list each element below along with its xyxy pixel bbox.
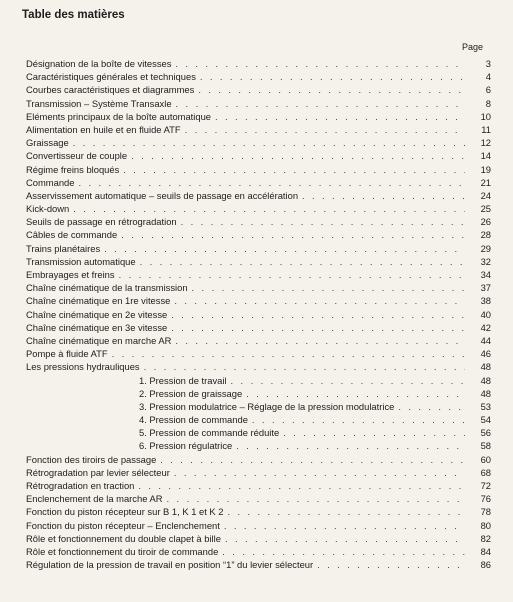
page-title: Table des matières <box>22 9 125 21</box>
toc-entry <box>26 387 491 400</box>
dot-leader <box>171 308 465 321</box>
dot-leader <box>131 149 465 162</box>
toc-entry-label: Kick-down <box>26 203 70 215</box>
dot-leader <box>144 360 465 373</box>
toc-entry-label: 4. Pression de commande <box>139 414 248 426</box>
toc-entry <box>26 255 491 268</box>
toc-entry-label: 6. Pression régulatrice <box>139 440 233 452</box>
toc-entry-page-number: 29 <box>480 242 491 254</box>
toc-entry-label: Chaîne cinématique en 3e vitesse <box>26 321 168 333</box>
toc-entry-label: Commande <box>26 176 75 188</box>
toc-entry-label: Chaîne cinématique de la transmission <box>26 282 188 294</box>
toc-entry-page-number: 46 <box>480 348 491 360</box>
dot-leader <box>192 281 465 294</box>
toc-entry <box>26 321 491 334</box>
toc-entry-page-number: 53 <box>480 400 491 412</box>
toc-entry-page-number: 4 <box>485 71 491 83</box>
dot-leader <box>175 334 465 347</box>
toc-entry-page-number: 34 <box>480 269 491 280</box>
toc-entry-label: Chaîne cinématique en 1re vitesse <box>26 295 171 307</box>
toc-entry-label: Désignation de la boîte de vitesses <box>26 58 172 69</box>
toc-entry <box>26 97 491 110</box>
toc-entry-label: Régulation de la pression de travail en position “1” du levier sélecteur <box>26 559 314 571</box>
toc-entry-page-number: 32 <box>480 255 491 267</box>
toc-entry-label: Enclenchement de la marche AR <box>26 493 163 505</box>
dot-leader <box>222 545 465 558</box>
toc-entry-label: Eléments principaux de la boîte automatique <box>26 110 212 122</box>
toc-entry-page-number: 80 <box>480 519 491 531</box>
toc-entry-label: Alimentation en huile et en fluide ATF <box>26 123 181 135</box>
toc-entry <box>26 400 491 413</box>
toc-entry-label: 1. Pression de travail <box>139 374 227 386</box>
dot-leader <box>224 519 465 532</box>
toc-entry-page-number: 3 <box>485 58 491 69</box>
dot-leader <box>73 136 465 149</box>
toc-entry <box>26 70 491 83</box>
dot-leader <box>200 70 465 83</box>
dot-leader <box>174 466 465 479</box>
toc-entry <box>26 426 491 439</box>
toc-entry-page-number: 86 <box>480 559 491 571</box>
dot-leader <box>398 400 465 413</box>
dot-leader <box>181 215 465 228</box>
toc-entry <box>26 439 491 452</box>
toc-entry-label: Rôle et fonctionnement du tiroir de commande <box>26 545 219 557</box>
dot-leader <box>185 123 465 136</box>
dot-leader <box>176 97 465 110</box>
dot-leader <box>317 558 465 571</box>
toc-entry <box>26 215 491 228</box>
toc-entry-page-number: 48 <box>480 387 491 399</box>
toc-entry <box>26 228 491 241</box>
toc-entry-page-number: 24 <box>480 189 491 201</box>
toc-entry-page-number: 14 <box>480 150 491 162</box>
dot-leader <box>252 413 465 426</box>
dot-leader <box>119 268 465 281</box>
toc-entry-page-number: 82 <box>480 532 491 544</box>
toc-entry <box>26 558 491 571</box>
toc-entry-page-number: 72 <box>480 480 491 491</box>
toc-entry-label: Fonction du piston récepteur sur B 1, K 1 et K 2 <box>26 506 224 518</box>
dot-leader <box>138 479 465 492</box>
toc-entry-page-number: 25 <box>480 203 491 215</box>
toc-entry <box>26 308 491 321</box>
toc-entry <box>26 545 491 558</box>
toc-entry-page-number: 21 <box>480 176 491 188</box>
toc-entry <box>26 281 491 294</box>
dot-leader <box>167 492 465 505</box>
toc-entry <box>26 294 491 307</box>
dot-leader <box>228 505 465 518</box>
dot-leader <box>225 532 465 545</box>
toc-entry-page-number: 8 <box>485 97 491 109</box>
dot-leader <box>123 163 465 176</box>
toc-entry-label: Fonction des tiroirs de passage <box>26 453 157 465</box>
toc-entry-label: Chaîne cinématique en 2e vitesse <box>26 308 168 320</box>
toc-entry-label: 3. Pression modulatrice – Réglage de la pression modulatrice <box>139 400 395 412</box>
toc-entry-page-number: 28 <box>480 229 491 241</box>
toc-entry-page-number: 58 <box>480 440 491 452</box>
toc-entry <box>26 532 491 545</box>
toc-entry <box>26 505 491 518</box>
toc-entry-label: Chaîne cinématique en marche AR <box>26 334 172 346</box>
toc-entry-page-number: 10 <box>480 110 491 122</box>
toc-entry-label: Les pressions hydrauliques <box>26 361 140 373</box>
dot-leader <box>112 347 465 360</box>
toc-entry <box>26 360 491 373</box>
toc-entry-page-number: 26 <box>480 216 491 228</box>
toc-entry-page-number: 56 <box>480 427 491 439</box>
toc-entry-page-number: 68 <box>480 466 491 478</box>
toc-entry-label: Seuils de passage en rétrogradation <box>26 216 177 228</box>
toc-entry <box>26 123 491 136</box>
toc-entry-page-number: 54 <box>480 414 491 426</box>
dot-leader <box>302 189 465 202</box>
toc-entry-label: Pompe à fluide ATF <box>26 348 108 360</box>
toc-entry <box>26 57 491 70</box>
dot-leader <box>231 374 465 387</box>
dot-leader <box>283 426 465 439</box>
toc-entry-label: Transmission – Système Transaxle <box>26 97 172 109</box>
toc-entry-label: Rôle et fonctionnement du double clapet à bille <box>26 532 221 544</box>
toc-entry-page-number: 78 <box>480 506 491 518</box>
toc-entry <box>26 136 491 149</box>
dot-leader <box>175 57 465 70</box>
toc-entry <box>26 347 491 360</box>
toc-entry <box>26 334 491 347</box>
dot-leader <box>171 321 465 334</box>
table-of-contents <box>26 57 491 571</box>
toc-entry-label: Câbles de commande <box>26 229 118 241</box>
toc-entry-page-number: 84 <box>480 545 491 557</box>
toc-entry <box>26 453 491 466</box>
dot-leader <box>140 255 465 268</box>
dot-leader <box>174 294 465 307</box>
toc-entry <box>26 189 491 202</box>
toc-entry <box>26 492 491 505</box>
page-column-header: Page <box>461 42 483 52</box>
toc-entry-page-number: 38 <box>480 295 491 307</box>
toc-entry <box>26 413 491 426</box>
toc-entry-page-number: 48 <box>480 361 491 373</box>
dot-leader <box>78 176 465 189</box>
toc-entry <box>26 268 491 281</box>
dot-leader <box>198 83 465 96</box>
toc-entry-page-number: 19 <box>480 163 491 175</box>
toc-entry <box>26 466 491 479</box>
toc-entry-label: Transmission automatique <box>26 255 136 267</box>
toc-entry-label: Caractéristiques générales et techniques <box>26 71 196 83</box>
toc-entry-label: 2. Pression de graissage <box>139 387 243 399</box>
toc-entry <box>26 163 491 176</box>
toc-entry-page-number: 6 <box>485 84 491 96</box>
toc-entry-label: Graissage <box>26 137 69 149</box>
toc-entry <box>26 519 491 532</box>
toc-entry <box>26 242 491 255</box>
toc-entry-label: Régime freins bloqués <box>26 163 120 175</box>
toc-entry-page-number: 42 <box>480 321 491 333</box>
toc-entry-label: 5. Pression de commande réduite <box>139 427 280 439</box>
dot-leader <box>215 110 465 123</box>
dot-leader <box>236 439 465 452</box>
dot-leader <box>104 242 465 255</box>
dot-leader <box>246 387 465 400</box>
toc-entry-page-number: 40 <box>480 308 491 320</box>
toc-entry-label: Convertisseur de couple <box>26 150 128 162</box>
toc-entry-label: Fonction du piston récepteur – Enclenchement <box>26 519 220 531</box>
toc-entry-page-number: 44 <box>480 334 491 346</box>
toc-entry-label: Embrayages et freins <box>26 269 115 280</box>
dot-leader <box>121 228 465 241</box>
toc-entry <box>26 176 491 189</box>
toc-entry <box>26 479 491 492</box>
toc-entry-page-number: 76 <box>480 493 491 505</box>
dot-leader <box>160 453 465 466</box>
toc-entry <box>26 149 491 162</box>
toc-entry <box>26 110 491 123</box>
toc-entry-page-number: 37 <box>480 282 491 294</box>
toc-entry-label: Courbes caractéristiques et diagrammes <box>26 84 195 96</box>
toc-entry-page-number: 48 <box>480 374 491 386</box>
toc-entry <box>26 202 491 215</box>
toc-entry-label: Trains planétaires <box>26 242 101 254</box>
toc-entry-page-number: 12 <box>480 137 491 149</box>
dot-leader <box>73 202 465 215</box>
toc-entry <box>26 83 491 96</box>
toc-entry <box>26 374 491 387</box>
toc-entry-label: Rétrogradation par levier sélecteur <box>26 466 170 478</box>
toc-entry-page-number: 11 <box>481 123 491 135</box>
toc-entry-label: Rétrogradation en traction <box>26 480 135 491</box>
toc-entry-label: Asservissement automatique – seuils de passage en accélération <box>26 189 299 201</box>
toc-entry-page-number: 60 <box>480 453 491 465</box>
